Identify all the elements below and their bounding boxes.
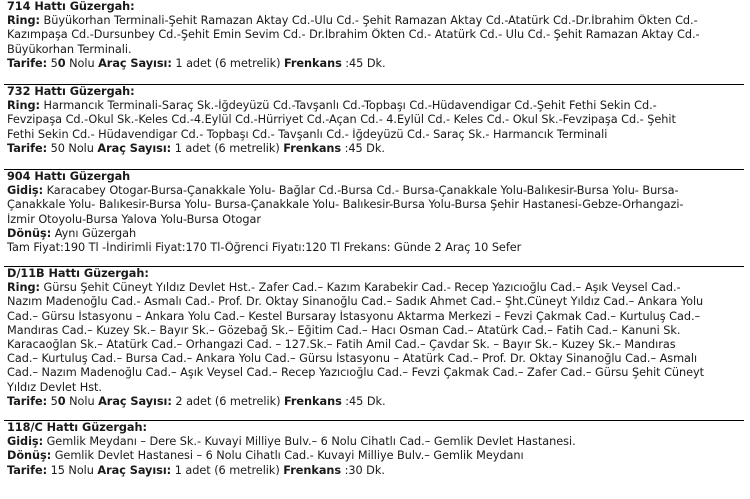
- route-line: [4, 113, 744, 127]
- route-line: [4, 324, 744, 338]
- route-section-904: [4, 169, 744, 255]
- text-segment: 50 Nolu: [47, 141, 98, 155]
- text-segment: Gürsu Şehit Cüneyt Yıldız Devlet Hst.- Zafer Cad.– Kazım Karabekir Cad.- Recep Yazıcıoğlu Cad.– Aşık Veysel Cad.-: [39, 281, 681, 295]
- tariff-line: [4, 142, 744, 156]
- text-segment: Gemlik Meydanı – Dere Sk.- Kuvayi Milliye Bulv.– 6 Nolu Cihatlı Cad.– Gemlik Devlet Hastanesi.: [43, 435, 576, 449]
- text-segment: :45 Dk.: [341, 56, 386, 70]
- text-segment: 15 Nolu: [47, 463, 98, 477]
- route-line: [4, 128, 744, 142]
- text-segment: Harmancık Terminali-Saraç Sk.-İğdeyüzü Cd.-Tavşanlı Cd.-Topbaşı Cd.-Hüdavendigar Cd.-Şehit Fethi Sekin Cd.-: [39, 99, 657, 113]
- route-title: D/11B Hattı Güzergah:: [7, 267, 149, 280]
- route-line: [4, 28, 744, 42]
- route-line: [4, 198, 744, 212]
- route-title: 732 Hattı Güzergah:: [7, 85, 135, 98]
- text-segment: 1 adet (6 metrelik): [171, 56, 284, 70]
- route-line: [4, 99, 744, 113]
- route-title: 118/C Hattı Güzergah:: [7, 421, 147, 434]
- field-label: Dönüş:: [7, 449, 52, 463]
- field-label: Araç Sayısı:: [98, 56, 172, 70]
- route-line: [4, 366, 744, 380]
- text-segment: Mandıras Cad.– Kuzey Sk.– Bayır Sk.– Gözebağ Sk.– Eğitim Cad.– Hacı Osman Cad.– Atatürk Cad.– Fatih Cad.– Kanuni Sk.: [7, 323, 681, 337]
- text-segment: :45 Dk.: [341, 141, 385, 155]
- route-line: [4, 281, 744, 295]
- text-segment: Nolu: [65, 56, 99, 70]
- text-segment: 1 adet (6 metrelik): [171, 463, 284, 477]
- text-segment: Gemlik Devlet Hastanesi – 6 Nolu Cihatlı Cad.- Kuvayi Milliye Bulv.– Gemlik Meydanı: [51, 449, 524, 463]
- field-label: Ring:: [7, 14, 40, 28]
- field-label: Ring:: [7, 99, 40, 113]
- text-segment: Cad.– Kurtuluş Cad.– Bursa Cad.– Ankara Yolu Cad.– Gürsu İstasyonu – Atatürk Cad.– Prof. Dr. Oktay Sinanoğlu Cad.– Asmalı: [7, 352, 698, 366]
- field-label: 0: [57, 394, 66, 408]
- route-section-714: [4, 0, 744, 71]
- fare-line: [4, 241, 744, 255]
- text-segment: Tam Fiyat:190 Tl -İndirimli Fiyat:170 Tl-Öğrenci Fiyatı:120 Tl Frekans: Günde 2 Araç 10 Sefer: [7, 240, 522, 254]
- route-line: [4, 352, 744, 366]
- text-segment: İzmir Otoyolu-Bursa Yalova Yolu-Bursa Otogar: [7, 212, 261, 226]
- route-section-d11b: [4, 266, 744, 409]
- route-line: [4, 14, 744, 28]
- field-label: Tarife:: [7, 141, 48, 155]
- route-line: [4, 227, 744, 241]
- text-segment: 5: [47, 394, 58, 408]
- tariff-line: [4, 395, 744, 409]
- route-title: 714 Hattı Güzergah:: [7, 0, 135, 13]
- text-segment: Kazımpaşa Cd.-Dursunbey Cd.-Şehit Emin Sevim Cd.- Dr.İbrahim Ökten Cd.- Atatürk Cd.- Ulu Cd.- Şehit Ramazan Aktay Cd.-: [7, 28, 700, 42]
- text-segment: Çanakkale Yolu- Balıkesir-Bursa Yolu- Bursa-Çanakkale Yolu- Balıkesir-Bursa Yolu-Bursa Şehir Hastanesi-Gebze-Orhangazi-: [7, 198, 684, 212]
- field-label: Frenkans: [283, 56, 342, 70]
- route-section-732: [4, 84, 744, 156]
- route-title: 904 Hattı Güzergah: [7, 170, 131, 183]
- field-label: Tarife:: [7, 394, 48, 408]
- text-segment: Nazım Madenoğlu Cad.- Asmalı Cad.- Prof. Dr. Oktay Sinanoğlu Cad.– Sadık Ahmet Cad.– Şht.Cüneyt Yıldız Cad.– Ankara Yolu: [7, 295, 704, 309]
- route-line: [4, 310, 744, 324]
- text-segment: Karacaoğlan Sk.– Atatürk Cad.– Orhangazi Cad. – 127.Sk.– Fatih Amil Cad.– Çavdar Sk. – Bayır Sk.– Kuzey Sk.– Mandıras: [7, 337, 676, 351]
- route-line: [4, 184, 744, 198]
- text-segment: Fethi Sekin Cd.- Hüdavendigar Cd.- Topbaşı Cd.- Tavşanlı Cd.- İğdeyüzü Cd.- Saraç Sk.- Harmancık Terminali: [7, 127, 608, 141]
- text-segment: Aynı Güzergah: [51, 226, 137, 240]
- text-segment: Karacabey Otogar-Bursa-Çanakkale Yolu- Bağlar Cd.-Bursa Cd.- Bursa-Çanakkale Yolu-Balıkesir-Bursa Yolu- Bursa-: [43, 184, 679, 198]
- field-label: Tarife:: [7, 463, 48, 477]
- text-segment: :30 Dk.: [341, 463, 385, 477]
- field-label: Gidiş:: [7, 435, 44, 449]
- field-label: Frenkans: [283, 394, 342, 408]
- text-segment: 2 adet (6 metrelik): [171, 394, 284, 408]
- field-label: Araç Sayısı:: [98, 394, 172, 408]
- field-label: Ring:: [7, 281, 40, 295]
- route-line: [4, 338, 744, 352]
- text-segment: Nolu: [65, 394, 99, 408]
- field-label: Araç Sayısı:: [97, 141, 172, 155]
- route-line: [4, 449, 744, 463]
- route-line: [4, 43, 744, 57]
- route-line: [4, 381, 744, 395]
- text-segment: 1 adet (6 metrelik): [171, 141, 284, 155]
- text-segment: Fevzipaşa Cd.-Okul Sk.-Keles Cd.-4.Eylül Cd.-Hürriyet Cd.-Açan Cd.- 4.Eylül Cd.- Keles Cd.- Okul Sk.-Fevzipaşa Cd.- Şehit: [7, 113, 676, 127]
- text-segment: Yıldız Devlet Hst.: [7, 380, 102, 394]
- text-segment: 5: [47, 56, 58, 70]
- text-segment: Büyükorhan Terminali.: [7, 42, 132, 56]
- route-section-118c: [4, 420, 744, 478]
- field-label: Dönüş:: [7, 226, 52, 240]
- field-label: Frenkans: [283, 141, 342, 155]
- text-segment: Cad.– Gürsu İstasyonu – Ankara Yolu Cad.– Kestel Bursaray İstasyonu Aktarma Merkezi – Fevzi Çakmak Cad.– Kurtuluş Cad.–: [7, 309, 701, 323]
- text-segment: Cad.– Nazım Madenoğlu Cad.– Aşık Veysel Cad.– Recep Yazıcıoğlu Cad.– Fevzi Çakmak Cad.– Zafer Cad.– Gürsu Şehit Cüneyt: [7, 366, 705, 380]
- field-label: 0: [57, 56, 66, 70]
- tariff-line: [4, 57, 744, 71]
- field-label: Frenkans: [283, 463, 342, 477]
- text-segment: Büyükorhan Terminali-Şehit Ramazan Aktay Cd.-Ulu Cd.- Şehit Ramazan Aktay Cd.-Atatürk Cd.-Dr.İbrahim Ökten Cd.-: [39, 14, 698, 28]
- field-label: Gidiş:: [7, 184, 44, 198]
- field-label: Tarife:: [7, 56, 48, 70]
- text-segment: :45 Dk.: [341, 394, 386, 408]
- route-line: [4, 435, 744, 449]
- route-line: [4, 213, 744, 227]
- tariff-line: [4, 464, 744, 478]
- field-label: Araç Sayısı:: [97, 463, 172, 477]
- route-line: [4, 295, 744, 309]
